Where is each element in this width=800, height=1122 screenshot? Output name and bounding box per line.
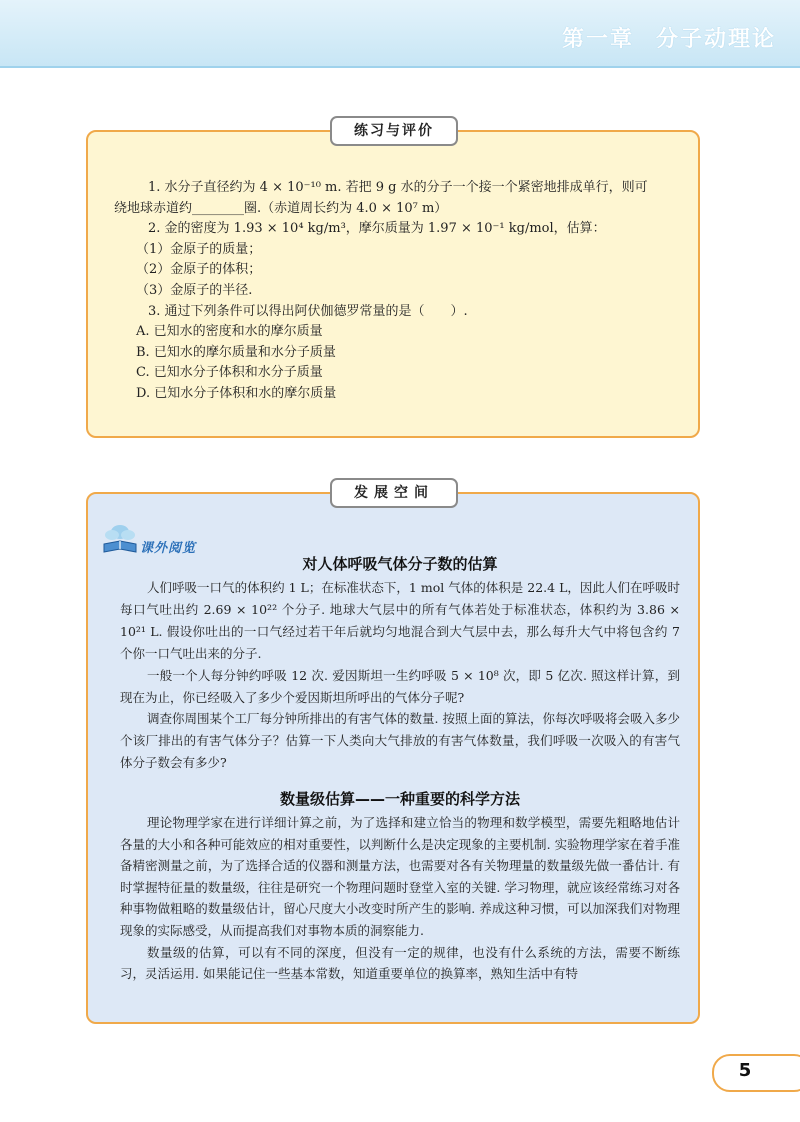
exercise-line: 1. 水分子直径约为 4 × 10⁻¹⁰ m. 若把 9 g 水的分子一个接一个紧密地排成单行，则可	[148, 180, 648, 195]
exercise-line: 绕地球赤道约________圈.（赤道周长约为 4.0 × 10⁷ m）	[114, 200, 448, 216]
exercise-line: C. 已知水分子体积和水分子质量	[136, 365, 323, 381]
exercise-line: 3. 通过下列条件可以得出阿伏伽德罗常量的是（ ）.	[148, 303, 468, 319]
exercise-tab: 练习与评价	[330, 116, 458, 146]
reading-label: 课外阅览	[140, 541, 197, 556]
exercise-line: （1）金原子的质量；	[136, 241, 262, 257]
page-number: 5	[738, 1060, 752, 1081]
article-2-body	[120, 812, 680, 985]
article-1-paragraph: 一般一个人每分钟约呼吸 12 次. 爱因斯坦一生约呼吸 5 × 10⁸ 次，即 5 亿次. 照这样计算，到现在为止，你已经吸入了多少个爱因斯坦所呼出的气体分子呢?	[120, 667, 680, 705]
chapter-number: 第一章	[561, 27, 634, 52]
article-2-paragraph: 数量级的估算，可以有不同的深度，但没有一定的规律，也没有什么系统的方法，需要不断练习，灵活运用. 如果能记住一些基本常数，知道重要单位的换算率，熟知生活中有特	[120, 944, 680, 982]
exercise-list	[114, 178, 674, 405]
book-cloud-icon	[100, 522, 140, 556]
exercise-line: （2）金原子的体积；	[136, 262, 262, 278]
exercise-line: A. 已知水的密度和水的摩尔质量	[136, 324, 323, 340]
article-1-title: 对人体呼吸气体分子数的估算	[302, 555, 498, 573]
exercise-line: D. 已知水分子体积和水的摩尔质量	[136, 385, 337, 401]
exercise-line: B. 已知水的摩尔质量和水分子质量	[136, 344, 336, 360]
chapter-title: 分子动理论	[655, 27, 776, 52]
article-1-body	[120, 577, 680, 774]
exercise-line: 2. 金的密度为 1.93 × 10⁴ kg/m³，摩尔质量为 1.97 × 10⁻¹ kg/mol，估算：	[148, 221, 606, 237]
article-2-paragraph: 理论物理学家在进行详细计算之前，为了选择和建立恰当的物理和数学模型，需要先粗略地估计各量的大小和各种可能效应的相对重要性，以判断什么是决定现象的主要机制. 实验物理学家在着手准备精密测量之前，为了选择合适的仪器和测量方法，也需要对各有关物理量的数量级先做一番估计. 有时掌握特征量的数量级，往往是研究一个物理问题时登堂入室的关键. 学习物理，就应该经常练习对各种事物做粗略的数量级估计，留心尺度大小改变时所产生的影响. 养成这种习惯，可以加深我们对物理现象的实际感受，从而提高我们对事物本质的洞察能力.	[120, 815, 680, 938]
article-1-paragraph: 人们呼吸一口气的体积约 1 L；在标准状态下，1 mol 气体的体积是 22.4 L，因此人们在呼吸时每口气吐出约 2.69 × 10²² 个分子. 地球大气层中的所有气体若处于标准状态，体积约为 3.86 × 10²¹ L. 假设你吐出的一口气经过若干年后就均匀地混合到大气层中去，那么每升大气中将包含约 7 个你一口气吐出来的分子.	[120, 580, 680, 661]
chapter-header	[562, 22, 776, 53]
development-tab: 发展空间	[330, 478, 458, 508]
article-2-title: 数量级估算——一种重要的科学方法	[279, 790, 520, 808]
article-1-paragraph: 调查你周围某个工厂每分钟所排出的有害气体的数量. 按照上面的算法，你每次呼吸将会吸入多少个该厂排出的有害气体分子？估算一下人类向大气排放的有害气体数量，我们呼吸一次吸入的有害气体分子数会有多少?	[120, 711, 680, 771]
exercise-line: （3）金原子的半径.	[136, 282, 253, 298]
